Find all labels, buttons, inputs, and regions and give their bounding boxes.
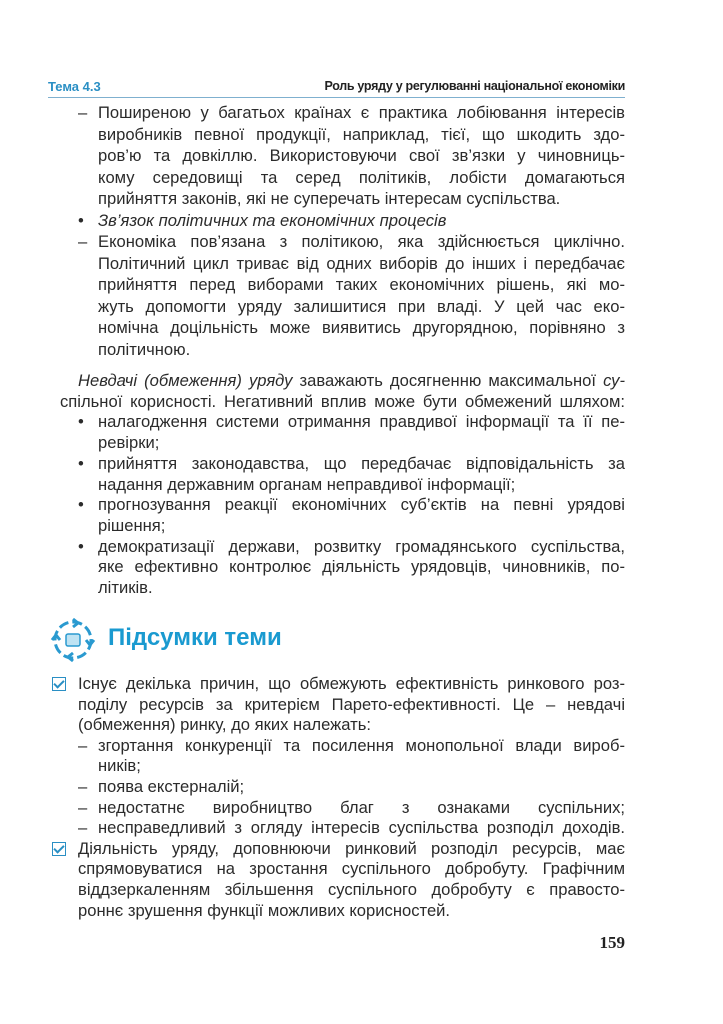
text-line: Існує декілька причин, що обмежують ефективність ринкового роз- <box>78 674 625 693</box>
dash-marker: – <box>78 818 88 838</box>
text-line: Зв’язок політичних та економічних процесів <box>98 210 447 230</box>
text-line: Економіка пов’язана з політикою, яка здійснюється циклічно. <box>98 232 625 251</box>
text-line: демократизації держави, розвитку громадянського суспільства, <box>98 536 625 556</box>
text-line: ників; <box>98 756 141 776</box>
text-line: яке ефективно контролює діяльність урядовців, чиновників, по- <box>98 557 625 577</box>
text-line: номічна доцільність може виявитись другорядною, порівняно з <box>98 318 625 337</box>
text-line: виробників певної продукції, наприклад, тієї, що шкодить здо- <box>98 124 625 144</box>
dash-marker: – <box>78 777 88 796</box>
text-line: (обмеження) ринку, до яких належать: <box>78 715 371 735</box>
bullet-marker: • <box>78 412 84 432</box>
text-line: налагодження системи отримання правдивої інформації та її пе- <box>98 412 625 432</box>
summary-cycle-icon <box>48 615 98 665</box>
dash-marker: – <box>78 232 88 251</box>
text-line: Діяльність уряду, доповнюючи ринковий розподіл ресурсів, має <box>78 838 625 858</box>
checkbox-bullet-icon <box>52 677 66 691</box>
text-line: прийняття законодавства, що передбачає відповідальність за <box>98 453 625 473</box>
intro-line: спільної корисності. Негативний вплив може бути обмежений шляхом: <box>60 391 625 411</box>
checkbox-bullet-icon <box>52 842 66 856</box>
text-line: літиків. <box>98 578 153 597</box>
text-line: поява екстерналій; <box>98 777 245 796</box>
text-line: жуть допомогти уряду залишитися при владі. У цей час еко- <box>98 296 625 316</box>
dash-marker: – <box>78 103 88 122</box>
text-line: спрямовуватися на зростання суспільного добробуту. Графічним <box>78 859 625 879</box>
dash-marker: – <box>78 797 88 817</box>
text-line: недостатнє виробництво благ з ознаками суспільних; <box>98 797 625 817</box>
text-line: кому середовищі та серед політиків, лобісти домагаються <box>98 167 625 187</box>
bullet-marker: • <box>78 453 84 473</box>
topic-label: Тема 4.3 <box>48 79 101 94</box>
running-header <box>48 79 625 98</box>
summary-heading: Підсумки теми <box>108 624 282 651</box>
text-line: несправедливий з огляду інтересів суспільства розподіл доходів. <box>98 818 625 838</box>
italic-term: Невдачі (обмеження) уряду <box>78 371 293 390</box>
text-line: прогнозування реакції економічних суб’єктів на певні урядові <box>98 495 625 515</box>
bullet-marker: • <box>78 495 84 515</box>
text-line: згортання конкуренції та посилення монопольної влади вироб- <box>98 735 625 755</box>
text-line: рішення; <box>98 515 166 535</box>
bullet-marker: • <box>78 536 84 556</box>
text-line: роннє зрушення функції можливих корисностей. <box>78 900 451 920</box>
page-number: 159 <box>599 933 625 952</box>
text-line: ревірки; <box>98 433 160 453</box>
chapter-title: Роль уряду у регулюванні національної економіки <box>324 79 625 93</box>
bullet-marker: • <box>78 210 84 230</box>
dash-marker: – <box>78 735 88 755</box>
text-line: віддзеркаленням збільшення суспільного добробуту є правосто- <box>78 880 625 899</box>
text-line: політичною. <box>98 339 191 359</box>
text-line: ров’ю та довкіллю. Використовуючи свої зв’язки у чиновниць- <box>98 146 625 165</box>
text-line: Політичний цикл триває від одних виборів до інших і передбачає <box>98 253 625 273</box>
intro-line: Невдачі (обмеження) уряду заважають досягненню максимальної су- <box>78 371 625 390</box>
text-line: прийняття законів, які не суперечать інтересам суспільства. <box>98 189 561 208</box>
text-line: надання державним органам неправдивої інформації; <box>98 474 516 494</box>
text-line: прийняття перед виборами таких економічних рішень, які мо- <box>98 275 625 294</box>
text-line: поділу ресурсів за критерієм Парето-ефективності. Це – невдачі <box>78 694 625 714</box>
text-line: Поширеною у багатьох країнах є практика лобіювання інтересів <box>98 103 625 122</box>
